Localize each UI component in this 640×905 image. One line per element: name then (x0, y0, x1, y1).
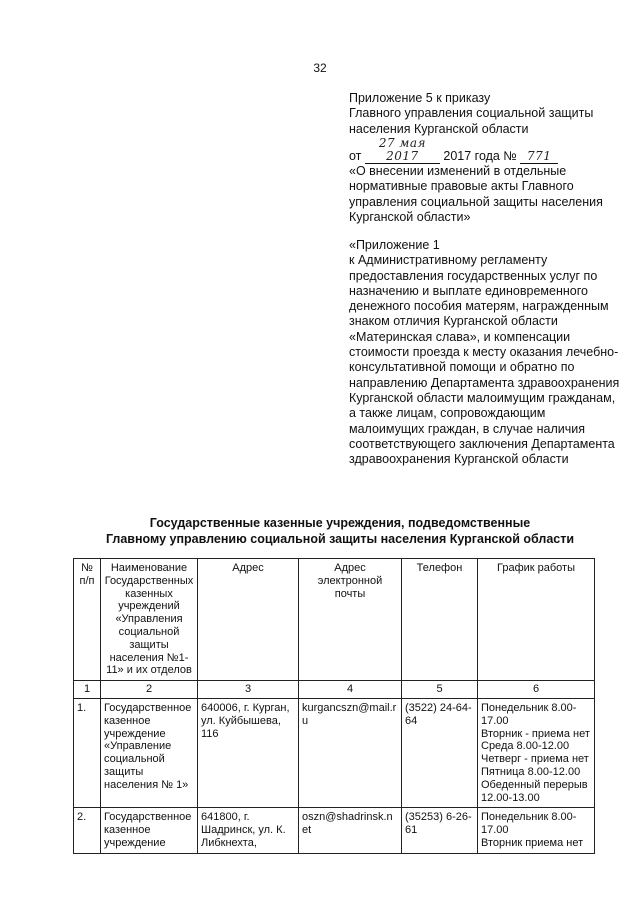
column-number: 2 (101, 681, 198, 699)
institution-name: Государственное казенное учреждение (101, 808, 198, 853)
appendix-header (349, 91, 621, 225)
institution-schedule (478, 698, 595, 807)
column-number: 1 (74, 681, 101, 699)
schedule-line: Пятница 8.00-12.00 (481, 765, 581, 778)
institution-address: 640006, г. Курган, ул. Куйбышева, 116 (198, 698, 299, 807)
column-number: 5 (402, 681, 478, 699)
regulation-line: «Приложение 1 (349, 238, 440, 252)
column-number: 4 (299, 681, 402, 699)
column-number: 6 (478, 681, 595, 699)
row-number: 1. (74, 698, 101, 807)
col-header-phone: Телефон (402, 559, 478, 681)
institution-email: oszn@shadrinsk.net (299, 808, 402, 853)
col-header-address: Адрес (198, 559, 299, 681)
schedule-line: Вторник - приема нет (481, 727, 590, 740)
col-header-name: Наименование Государственных казенных учреждений «Управления социальной защиты населения №1-11» и их отделов (101, 559, 198, 681)
heading-line: Главному управлению социальной защиты населения Курганской области (105, 531, 575, 546)
schedule-line: Понедельник 8.00-17.00 (481, 811, 577, 837)
date-suffix: 2017 года № (443, 148, 517, 163)
schedule-line: Обеденный перерыв 12.00-13.00 (481, 778, 588, 804)
table-row (74, 808, 595, 853)
col-header-email: Адрес электронной почты (299, 559, 402, 681)
section-heading (60, 516, 620, 547)
handwritten-date: 27 мая 2017 (365, 137, 440, 164)
column-number-row (74, 681, 595, 699)
col-header-schedule: График работы (478, 559, 595, 681)
appendix-line: населения Курганской области (349, 121, 529, 136)
schedule-line: Вторник приема нет (481, 836, 584, 849)
regulation-reference (349, 238, 621, 467)
regulation-body: к Административному регламенту предоставления государственных услуг по назначению и выплате единовременного денежного пособия матерям, награжденным знаком отличия Курганской области «Материнская слава», и компенсации стоимости проезда к месту оказания лечебно-консультативной помощи и обратно по направлению Департамента здравоохранения Курганской области малоимущим гражданам, а также лицам, сопровождающим малоимущих граждан, в случае наличия соответствующего заключения Департамента здравоохранения Курганской области (349, 253, 620, 467)
handwritten-number: 771 (520, 150, 558, 164)
column-number: 3 (198, 681, 299, 699)
institution-schedule (478, 808, 595, 853)
institution-name: Государственное казенное учреждение «Управление социальной защиты населения № 1» (101, 698, 198, 807)
page-number: 32 (313, 61, 327, 75)
schedule-line: Среда 8.00-12.00 (481, 740, 570, 753)
schedule-line: Четверг - приема нет (481, 753, 589, 766)
order-date-line (349, 137, 621, 164)
appendix-line: Приложение 5 к приказу (349, 91, 491, 105)
institution-email: kurgancszn@mail.ru (299, 698, 402, 807)
institution-address: 641800, г. Шадринск, ул. К. Либкнехта, (198, 808, 299, 853)
institutions-table (73, 558, 595, 854)
heading-line: Государственные казенные учреждения, подведомственные (149, 516, 531, 530)
col-header-num: № п/п (74, 559, 101, 681)
table-header-row (74, 559, 595, 681)
appendix-line: Главного управления социальной защиты (349, 106, 594, 121)
schedule-line: Понедельник 8.00-17.00 (481, 701, 577, 727)
institution-phone: (3522) 24-64-64 (402, 698, 478, 807)
date-prefix: от (349, 148, 362, 163)
row-number: 2. (74, 808, 101, 853)
institution-phone: (35253) 6-26-61 (402, 808, 478, 853)
order-title: «О внесении изменений в отдельные нормативные правовые акты Главного управления социальной защиты населения Курганской области» (349, 164, 603, 225)
table-row (74, 698, 595, 807)
